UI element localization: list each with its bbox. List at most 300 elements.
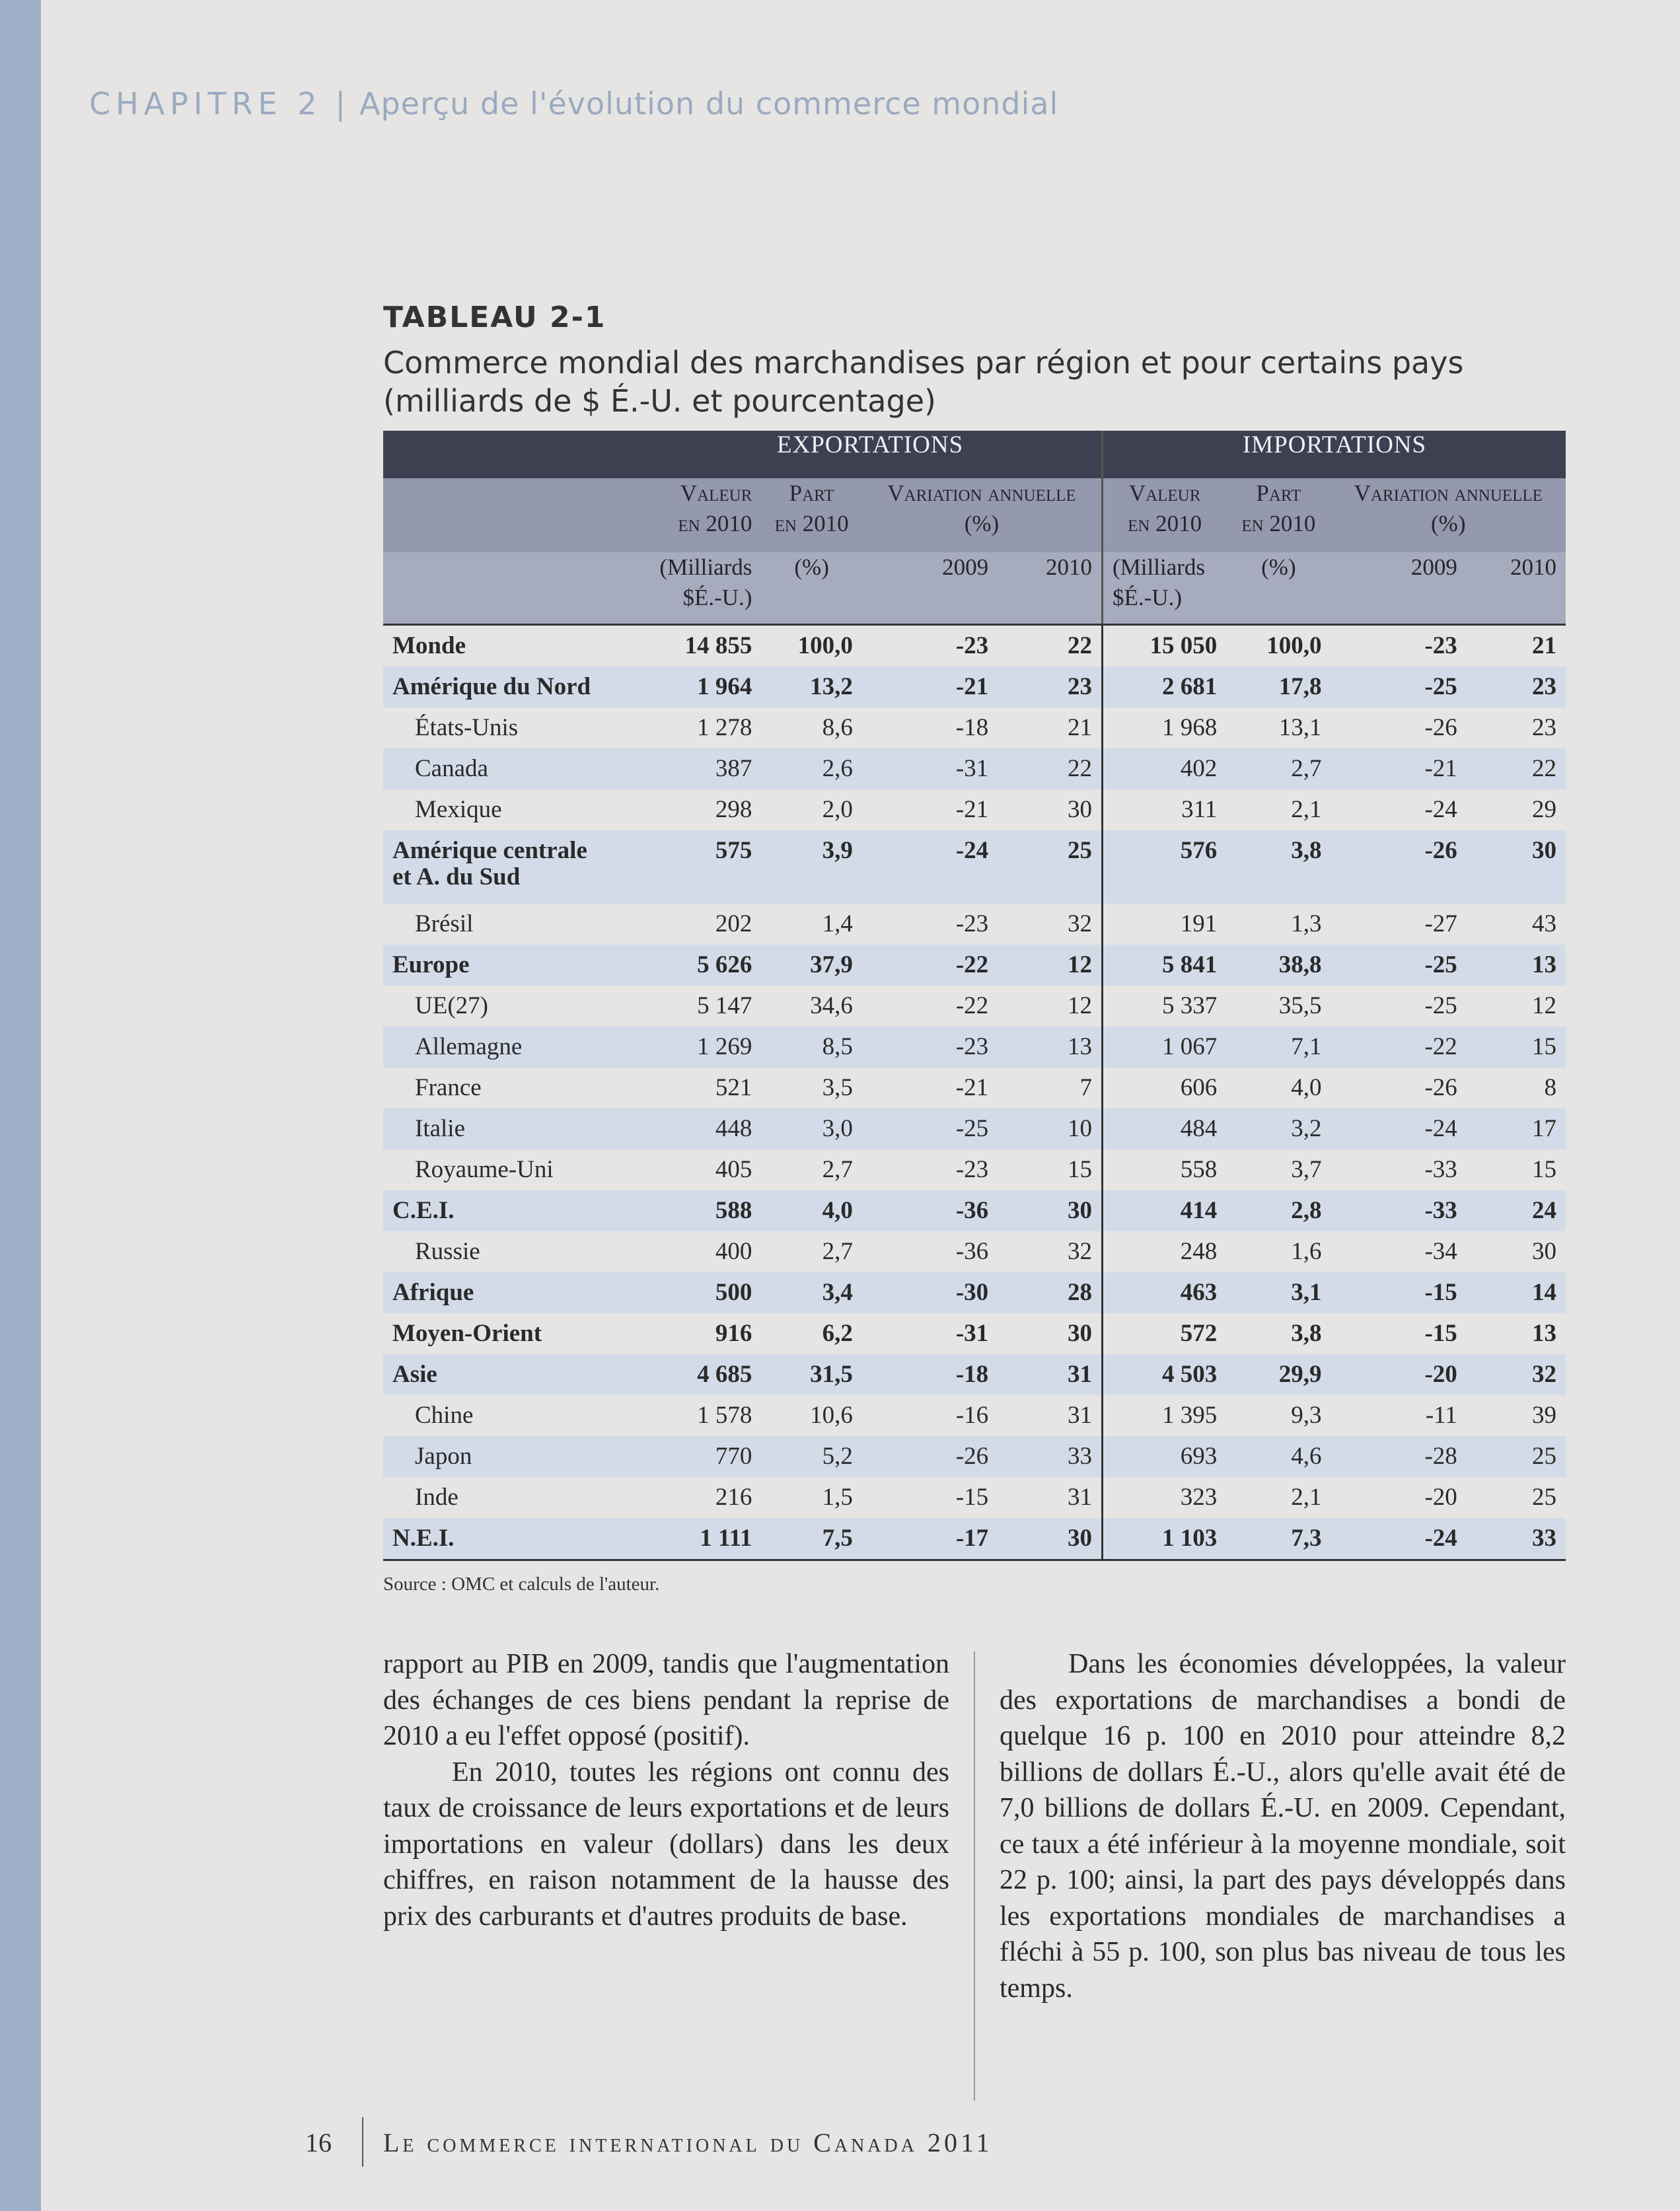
export-2010-cell: 31 xyxy=(998,1354,1102,1395)
region-name: N.E.I. xyxy=(392,1525,455,1552)
export-2010-cell: 30 xyxy=(1068,796,1093,823)
import-value-cell: 484 xyxy=(1103,1108,1227,1149)
import-2010-cell: 25 xyxy=(1467,1436,1566,1477)
export-2009-cell: -15 xyxy=(955,1484,989,1511)
region-name: C.E.I. xyxy=(392,1197,455,1224)
body-column-left xyxy=(383,1646,949,1934)
header-line: (%) xyxy=(1431,511,1466,536)
export-share-header xyxy=(761,478,861,552)
region-name-cell xyxy=(383,1313,639,1354)
import-2009-cell: -28 xyxy=(1331,1436,1467,1477)
import-value-cell: 1 968 xyxy=(1103,707,1227,748)
export-value-cell: 1 964 xyxy=(639,667,761,707)
region-name-cell xyxy=(383,1272,639,1313)
table-row xyxy=(383,667,1566,707)
import-2010-cell: 15 xyxy=(1532,1156,1556,1183)
import-2010-cell: 17 xyxy=(1467,1108,1566,1149)
region-name: Amérique du Nord xyxy=(392,673,591,700)
import-2009-cell: -25 xyxy=(1331,667,1467,707)
import-value-cell: 693 xyxy=(1103,1436,1227,1477)
table-row xyxy=(383,789,1566,830)
table-row xyxy=(383,707,1566,748)
export-share-cell: 3,5 xyxy=(822,1074,853,1101)
header-blank xyxy=(383,552,639,625)
import-value-cell: 248 xyxy=(1103,1231,1227,1272)
import-2009-cell: -23 xyxy=(1424,632,1457,659)
import-share-cell: 13,1 xyxy=(1278,714,1322,741)
table-row xyxy=(383,1313,1566,1354)
export-2009-cell: -36 xyxy=(862,1190,998,1231)
import-2010-cell: 24 xyxy=(1467,1190,1566,1231)
export-value-cell: 770 xyxy=(639,1436,761,1477)
export-share-cell: 13,2 xyxy=(761,667,861,707)
import-share-unit: (%) xyxy=(1226,552,1331,625)
table-row xyxy=(383,748,1566,789)
import-2010-cell: 30 xyxy=(1532,1238,1556,1265)
header-line: en 2010 xyxy=(1241,511,1316,536)
import-share-cell: 1,3 xyxy=(1291,910,1322,937)
region-name: États-Unis xyxy=(415,714,519,741)
import-2009-cell: -27 xyxy=(1424,910,1457,937)
import-share-cell: 17,8 xyxy=(1226,667,1331,707)
import-2010-header: 2010 xyxy=(1467,552,1566,625)
region-name: Allemagne xyxy=(415,1033,523,1060)
import-share-cell: 100,0 xyxy=(1266,632,1322,659)
region-name-cell xyxy=(383,986,639,1027)
import-value-cell: 606 xyxy=(1103,1068,1227,1108)
import-share-cell: 3,8 xyxy=(1291,1320,1322,1347)
export-share-cell: 4,0 xyxy=(761,1190,861,1231)
export-2009-cell: -24 xyxy=(862,830,998,904)
import-value-cell: 576 xyxy=(1103,830,1227,904)
paragraph: rapport au PIB en 2009, tandis que l'augmentation des échanges de ces biens pendant la reprise de 2010 a eu l'effet opposé (positif). xyxy=(383,1649,949,1751)
table-row xyxy=(383,1477,1566,1518)
export-2009-cell: -16 xyxy=(955,1402,989,1429)
export-share-cell: 8,5 xyxy=(761,1027,861,1068)
export-2009-cell: -31 xyxy=(862,748,998,789)
region-name-cell xyxy=(383,1231,639,1272)
region-name-cell xyxy=(383,1354,639,1395)
region-name: Afrique xyxy=(392,1279,474,1306)
import-value-cell: 463 xyxy=(1103,1272,1227,1313)
region-name-cell xyxy=(383,625,639,667)
import-2010-cell: 29 xyxy=(1532,796,1556,823)
export-2010-cell: 12 xyxy=(998,945,1102,986)
import-value-cell: 1 395 xyxy=(1103,1395,1227,1436)
import-value-cell: 15 050 xyxy=(1103,625,1227,667)
export-value-cell: 387 xyxy=(639,748,761,789)
import-value-cell: 4 503 xyxy=(1103,1354,1227,1395)
header-blank xyxy=(383,478,639,552)
export-2009-cell: -23 xyxy=(955,632,989,659)
region-name: Amérique centrale xyxy=(392,837,587,864)
export-2009-cell: -36 xyxy=(955,1238,989,1265)
region-name-cell xyxy=(383,707,639,748)
region-name: Japon xyxy=(415,1443,472,1470)
export-value-cell: 202 xyxy=(715,910,752,937)
import-value-cell: 414 xyxy=(1103,1190,1227,1231)
export-2010-cell: 15 xyxy=(1068,1156,1093,1183)
region-name-cell xyxy=(383,1477,639,1518)
import-value-cell: 558 xyxy=(1103,1149,1227,1190)
export-share-cell: 34,6 xyxy=(810,992,853,1019)
export-2010-cell: 30 xyxy=(998,1518,1102,1560)
region-name: UE(27) xyxy=(415,992,488,1019)
export-2009-cell: -30 xyxy=(862,1272,998,1313)
import-2010-cell: 25 xyxy=(1532,1484,1556,1511)
import-2010-cell: 23 xyxy=(1467,667,1566,707)
paragraph: Dans les économies développées, la valeur des exportations de marchandises a bondi de quelque 16 p. 100 en 2010 pour atteindre 8,2 billions de dollars É.-U., alors qu'elle avait été de 7,0 billions de dollars É.-U. en 2009. Cependant, ce taux a été inférieur à la moyenne mondiale, soit 22 p. 100; ainsi, la part des pays développés dans les exportations mondiales de marchandises a fléchi à 55 p. 100, son plus bas niveau de tous les temps. xyxy=(1000,1649,1566,2004)
export-value-cell: 588 xyxy=(639,1190,761,1231)
export-2010-cell: 7 xyxy=(1079,1074,1093,1101)
group-header-row xyxy=(383,431,1566,478)
import-2010-cell: 39 xyxy=(1532,1402,1556,1429)
import-value-cell: 1 067 xyxy=(1103,1027,1227,1068)
export-2009-cell: -25 xyxy=(862,1108,998,1149)
running-head-separator: | xyxy=(335,86,346,122)
header-line: en 2010 xyxy=(678,511,752,536)
export-value-cell: 575 xyxy=(639,830,761,904)
export-value-cell: 1 578 xyxy=(697,1402,752,1429)
region-name-cell xyxy=(383,789,639,830)
export-2009-cell: -17 xyxy=(862,1518,998,1560)
sub-header-row xyxy=(383,478,1566,552)
export-2010-cell: 22 xyxy=(1068,632,1093,659)
region-name-cell xyxy=(383,945,639,986)
import-2009-cell: -26 xyxy=(1331,830,1467,904)
import-2009-cell: -21 xyxy=(1331,748,1467,789)
header-line: (%) xyxy=(964,511,1000,536)
export-share-cell: 2,7 xyxy=(822,1238,853,1265)
import-2009-cell: -34 xyxy=(1424,1238,1457,1265)
export-value-cell: 521 xyxy=(715,1074,752,1101)
import-value-cell: 323 xyxy=(1103,1477,1227,1518)
import-2009-cell: -33 xyxy=(1331,1190,1467,1231)
export-value-unit xyxy=(639,552,761,625)
region-name-cell xyxy=(383,1068,639,1108)
import-2009-cell: -26 xyxy=(1424,1074,1457,1101)
import-2009-cell: -22 xyxy=(1331,1027,1467,1068)
export-2009-cell: -21 xyxy=(862,667,998,707)
import-2010-cell: 33 xyxy=(1467,1518,1566,1560)
import-share-cell: 4,6 xyxy=(1226,1436,1331,1477)
import-value-cell: 402 xyxy=(1103,748,1227,789)
header-line: $É.-U.) xyxy=(1113,585,1182,610)
import-value-cell: 5 841 xyxy=(1103,945,1227,986)
export-value-cell: 448 xyxy=(639,1108,761,1149)
import-2009-cell: -20 xyxy=(1424,1484,1457,1511)
running-head xyxy=(89,86,1058,122)
export-2010-cell: 23 xyxy=(998,667,1102,707)
region-name-cell xyxy=(383,1108,639,1149)
import-2009-cell: -25 xyxy=(1424,992,1457,1019)
table-row xyxy=(383,1068,1566,1108)
export-share-cell: 2,7 xyxy=(822,1156,853,1183)
export-2009-cell: -18 xyxy=(955,714,989,741)
export-2010-cell: 21 xyxy=(1068,714,1093,741)
import-2009-cell: -24 xyxy=(1424,796,1457,823)
export-value-cell: 405 xyxy=(715,1156,752,1183)
import-2010-cell: 13 xyxy=(1467,945,1566,986)
export-share-cell: 2,0 xyxy=(822,796,853,823)
region-name: Royaume-Uni xyxy=(415,1156,554,1183)
paragraph: En 2010, toutes les régions ont connu des taux de croissance de leurs exportations et de leurs importations en valeur (dollars) dans les deux chiffres, en raison notamment de la hausse des prix des carburants et d'autres produits de base. xyxy=(383,1757,949,1932)
export-2010-cell: 32 xyxy=(1068,1238,1093,1265)
export-share-cell: 31,5 xyxy=(761,1354,861,1395)
table-row xyxy=(383,1108,1566,1149)
export-share-cell: 3,0 xyxy=(761,1108,861,1149)
export-value-cell: 4 685 xyxy=(639,1354,761,1395)
import-share-cell: 3,7 xyxy=(1291,1156,1322,1183)
export-2010-cell: 32 xyxy=(1068,910,1093,937)
import-share-cell: 2,1 xyxy=(1291,1484,1322,1511)
table-row xyxy=(383,1231,1566,1272)
import-share-cell: 4,0 xyxy=(1291,1074,1322,1101)
export-2010-cell: 30 xyxy=(1068,1320,1093,1347)
export-2009-cell: -21 xyxy=(955,796,989,823)
region-name-cell xyxy=(383,1518,639,1560)
export-2010-cell: 10 xyxy=(998,1108,1102,1149)
export-2009-cell: -18 xyxy=(862,1354,998,1395)
export-2010-cell: 28 xyxy=(998,1272,1102,1313)
table-row xyxy=(383,1190,1566,1231)
region-name-cell xyxy=(383,830,639,904)
page-spine-band xyxy=(0,0,41,2211)
import-value-cell: 191 xyxy=(1103,904,1227,945)
export-2010-cell: 12 xyxy=(1068,992,1093,1019)
header-line: Part xyxy=(1256,480,1301,506)
import-2009-cell: -20 xyxy=(1331,1354,1467,1395)
import-2010-cell: 32 xyxy=(1467,1354,1566,1395)
book-title: Le commerce international du Canada 2011 xyxy=(383,2128,993,2157)
export-value-cell: 5 147 xyxy=(697,992,752,1019)
export-change-header xyxy=(862,478,1103,552)
export-value-cell: 14 855 xyxy=(684,632,752,659)
table-title: Commerce mondial des marchandises par région et pour certains pays (milliards de $ É.-U. et pourcentage) xyxy=(383,345,1464,419)
table-row xyxy=(383,904,1566,945)
import-value-cell: 5 337 xyxy=(1103,986,1227,1027)
export-value-cell: 500 xyxy=(639,1272,761,1313)
import-2009-cell: -15 xyxy=(1424,1320,1457,1347)
import-share-cell: 7,1 xyxy=(1226,1027,1331,1068)
export-share-cell: 1,4 xyxy=(822,910,853,937)
export-share-cell: 8,6 xyxy=(822,714,853,741)
region-name-cell xyxy=(383,1395,639,1436)
import-value-unit xyxy=(1103,552,1227,625)
region-name-cell xyxy=(383,667,639,707)
table-row xyxy=(383,945,1566,986)
export-share-cell: 10,6 xyxy=(810,1402,853,1429)
imports-group-header: IMPORTATIONS xyxy=(1103,431,1566,478)
export-2010-cell: 30 xyxy=(998,1190,1102,1231)
export-2009-cell: -23 xyxy=(955,910,989,937)
import-2010-cell: 15 xyxy=(1467,1027,1566,1068)
header-blank xyxy=(383,431,639,478)
import-share-cell: 3,2 xyxy=(1226,1108,1331,1149)
table-row xyxy=(383,1149,1566,1190)
import-value-cell: 2 681 xyxy=(1103,667,1227,707)
import-share-cell: 2,8 xyxy=(1226,1190,1331,1231)
trade-table xyxy=(383,431,1566,1561)
export-2009-cell: -23 xyxy=(862,1027,998,1068)
header-line: Variation annuelle xyxy=(1354,480,1543,506)
region-name: Brésil xyxy=(415,910,474,937)
import-2010-cell: 30 xyxy=(1467,830,1566,904)
import-share-cell: 38,8 xyxy=(1226,945,1331,986)
export-2010-cell: 31 xyxy=(1068,1402,1093,1429)
import-2009-header: 2009 xyxy=(1331,552,1467,625)
table-row xyxy=(383,625,1566,667)
import-share-cell: 2,7 xyxy=(1226,748,1331,789)
export-share-cell: 100,0 xyxy=(797,632,853,659)
header-line: $É.-U.) xyxy=(682,585,752,610)
unit-header-row xyxy=(383,552,1566,625)
import-2010-cell: 23 xyxy=(1532,714,1556,741)
import-2010-cell: 14 xyxy=(1467,1272,1566,1313)
body-column-right xyxy=(1000,1646,1566,2006)
import-value-cell: 1 103 xyxy=(1103,1518,1227,1560)
region-name: Asie xyxy=(392,1361,437,1388)
import-2009-cell: -15 xyxy=(1331,1272,1467,1313)
import-change-header xyxy=(1331,478,1566,552)
table-body xyxy=(383,625,1566,1560)
import-value-cell: 311 xyxy=(1103,789,1227,830)
import-share-cell: 3,8 xyxy=(1226,830,1331,904)
import-2010-cell: 21 xyxy=(1532,632,1556,659)
import-share-cell: 1,6 xyxy=(1291,1238,1322,1265)
region-name: Europe xyxy=(392,951,470,978)
region-name: France xyxy=(415,1074,482,1101)
table-label: TABLEAU 2-1 xyxy=(383,301,606,334)
page-number: 16 xyxy=(305,2128,332,2157)
export-share-cell: 5,2 xyxy=(761,1436,861,1477)
export-2009-cell: -21 xyxy=(955,1074,989,1101)
region-name: Moyen-Orient xyxy=(392,1320,542,1347)
export-value-cell: 400 xyxy=(715,1238,752,1265)
region-name: Russie xyxy=(415,1238,480,1265)
export-value-cell: 1 111 xyxy=(639,1518,761,1560)
footer-divider xyxy=(362,2117,363,2167)
region-name-line2: et A. du Sud xyxy=(392,863,521,890)
header-line: (Milliards xyxy=(1113,554,1206,580)
import-share-cell: 29,9 xyxy=(1226,1354,1331,1395)
table-row xyxy=(383,986,1566,1027)
export-share-cell: 3,9 xyxy=(761,830,861,904)
import-2010-cell: 22 xyxy=(1467,748,1566,789)
export-2010-cell: 31 xyxy=(1068,1484,1093,1511)
export-2010-cell: 33 xyxy=(998,1436,1102,1477)
import-2009-cell: -25 xyxy=(1331,945,1467,986)
export-share-cell: 3,4 xyxy=(761,1272,861,1313)
export-value-cell: 5 626 xyxy=(639,945,761,986)
region-name-cell xyxy=(383,1149,639,1190)
region-name-cell xyxy=(383,1436,639,1477)
export-share-cell: 2,6 xyxy=(761,748,861,789)
import-2010-cell: 13 xyxy=(1532,1320,1556,1347)
export-share-cell: 1,5 xyxy=(822,1484,853,1511)
export-value-header xyxy=(639,478,761,552)
export-share-cell: 7,5 xyxy=(761,1518,861,1560)
export-2009-cell: -31 xyxy=(955,1320,989,1347)
import-2009-cell: -24 xyxy=(1331,1108,1467,1149)
table-row xyxy=(383,830,1566,904)
table-row xyxy=(383,1436,1566,1477)
import-2009-cell: -24 xyxy=(1331,1518,1467,1560)
export-2009-cell: -23 xyxy=(955,1156,989,1183)
running-head-title: Aperçu de l'évolution du commerce mondial xyxy=(359,86,1059,122)
import-2009-cell: -11 xyxy=(1425,1402,1457,1429)
import-value-cell: 572 xyxy=(1103,1313,1227,1354)
region-name-cell xyxy=(383,1027,639,1068)
export-value-cell: 298 xyxy=(715,796,752,823)
export-value-cell: 1 278 xyxy=(697,714,752,741)
table-row xyxy=(383,1027,1566,1068)
table-source: Source : OMC et calculs de l'auteur. xyxy=(383,1574,660,1595)
header-line: Valeur xyxy=(680,480,752,506)
export-value-cell: 916 xyxy=(715,1320,752,1347)
export-2010-cell: 22 xyxy=(998,748,1102,789)
table-row xyxy=(383,1354,1566,1395)
region-name-cell xyxy=(383,1190,639,1231)
region-name-cell xyxy=(383,748,639,789)
import-share-cell: 35,5 xyxy=(1278,992,1322,1019)
header-line: (Milliards xyxy=(659,554,752,580)
import-share-cell: 2,1 xyxy=(1291,796,1322,823)
header-line: Variation annuelle xyxy=(887,480,1076,506)
region-name: Canada xyxy=(415,755,488,782)
region-name: Monde xyxy=(392,632,466,659)
import-2010-cell: 12 xyxy=(1532,992,1556,1019)
import-2009-cell: -26 xyxy=(1424,714,1457,741)
import-share-cell: 9,3 xyxy=(1291,1402,1322,1429)
region-name: Chine xyxy=(415,1402,474,1429)
table-row xyxy=(383,1518,1566,1560)
header-line: en 2010 xyxy=(774,511,849,536)
export-2009-cell: -26 xyxy=(862,1436,998,1477)
export-2010-cell: 25 xyxy=(998,830,1102,904)
export-2009-cell: -22 xyxy=(955,992,989,1019)
running-head-chapter: CHAPITRE 2 xyxy=(89,86,322,122)
header-line: Valeur xyxy=(1128,480,1201,506)
table-row xyxy=(383,1272,1566,1313)
export-value-cell: 216 xyxy=(715,1484,752,1511)
import-share-cell: 3,1 xyxy=(1226,1272,1331,1313)
import-share-cell: 7,3 xyxy=(1226,1518,1331,1560)
export-2009-header: 2009 xyxy=(862,552,998,625)
export-share-cell: 37,9 xyxy=(761,945,861,986)
export-value-cell: 1 269 xyxy=(639,1027,761,1068)
import-share-header xyxy=(1226,478,1331,552)
header-line: en 2010 xyxy=(1128,511,1202,536)
region-name: Inde xyxy=(415,1484,458,1511)
column-divider xyxy=(974,1651,975,2101)
import-2009-cell: -33 xyxy=(1424,1156,1457,1183)
table-row xyxy=(383,1395,1566,1436)
import-2010-cell: 8 xyxy=(1544,1074,1556,1101)
export-share-cell: 6,2 xyxy=(822,1320,853,1347)
exports-group-header: EXPORTATIONS xyxy=(639,431,1102,478)
region-name-cell xyxy=(383,904,639,945)
region-name: Italie xyxy=(415,1115,466,1142)
import-value-header xyxy=(1103,478,1227,552)
export-share-unit: (%) xyxy=(761,552,861,625)
export-2010-cell: 13 xyxy=(998,1027,1102,1068)
region-name: Mexique xyxy=(415,796,502,823)
export-2010-header: 2010 xyxy=(998,552,1102,625)
import-2010-cell: 43 xyxy=(1532,910,1556,937)
header-line: Part xyxy=(789,480,834,506)
export-2009-cell: -22 xyxy=(862,945,998,986)
